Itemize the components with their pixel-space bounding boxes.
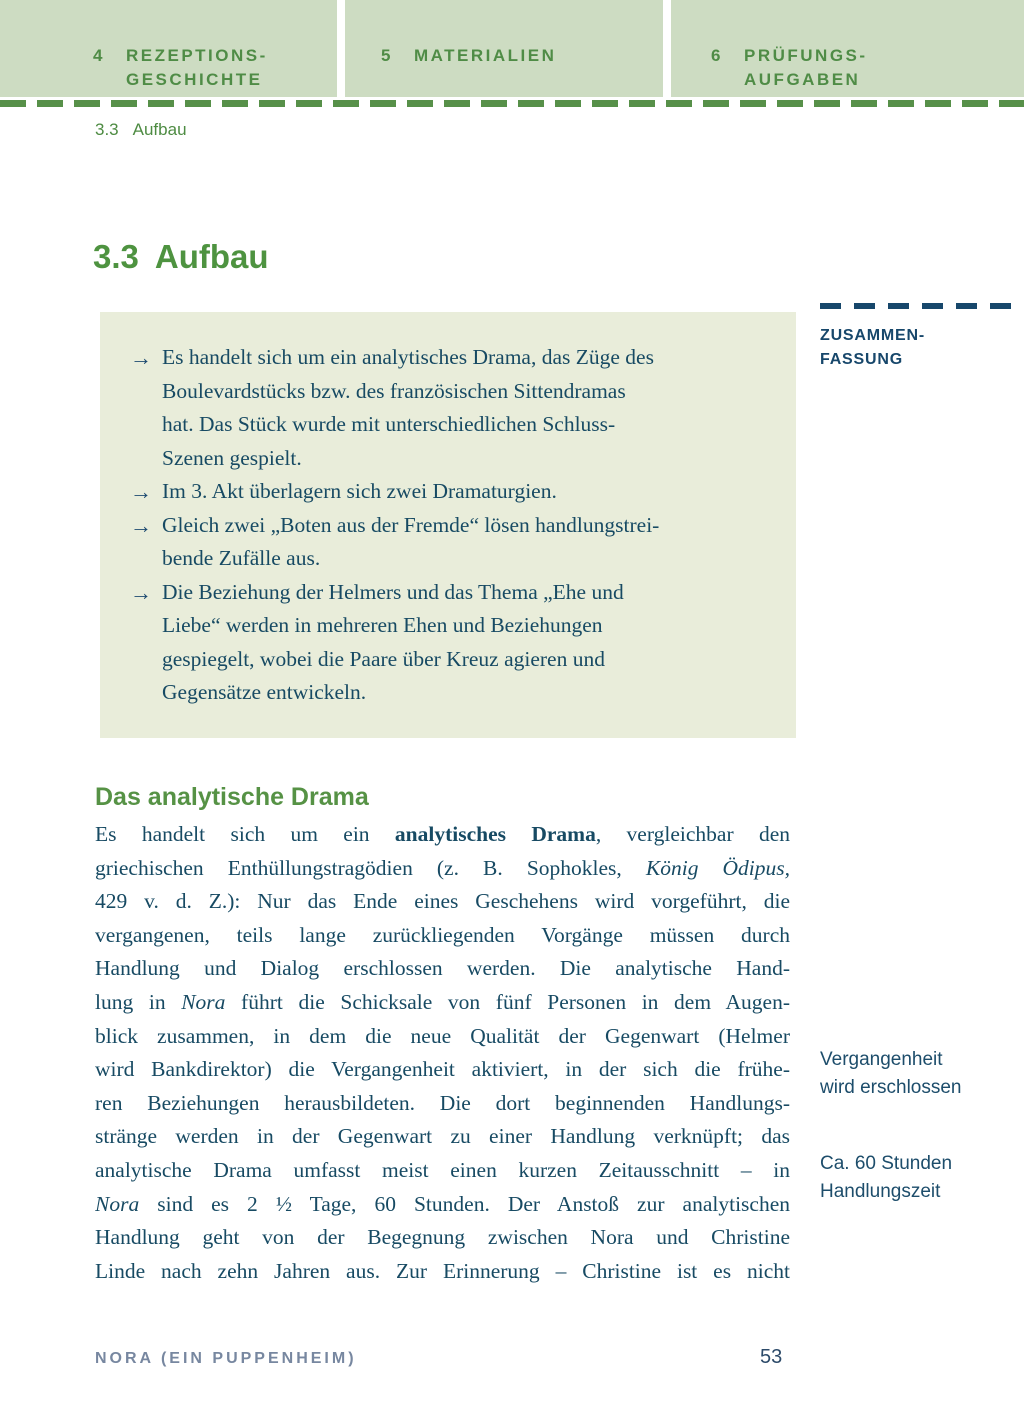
arrow-bullet-icon: → [130,345,152,370]
body-line: ren Beziehungen herausbildeten. Die dort beginnenden Handlungs- [95,1090,790,1115]
arrow-bullet-icon: → [130,512,152,538]
chapter-tab-bar [0,0,1024,97]
margin-note-handlungszeit: Ca. 60 Stunden Handlungszeit [820,1153,953,1202]
arrow-bullet-icon: → [130,579,152,605]
tab-materialien[interactable] [345,0,663,97]
body-line: griechischen Enthüllungstragödien (z. B. Sophokles, König Ödipus, [95,855,790,880]
section-heading: Das analytische Drama [95,783,369,811]
summary-bullet-text: Gleich zwei „Boten aus der Fremde“ lösen handlungstrei- bende Zufälle aus. [162,512,660,570]
margin-note-vergangenheit: Vergangenheit wird erschlossen [820,1049,962,1098]
body-line: lung in Nora führt die Schicksale von fünf Personen in dem Augen- [95,989,790,1014]
page-title-number: 3.3 [93,238,139,275]
tab-number: 5 [381,46,393,65]
arrow-bullet-icon: → [130,479,152,504]
breadcrumb-number: 3.3 [95,120,119,139]
page-title [93,238,269,276]
body-line: vergangenen, teils lange zurückliegenden Vorgänge müssen durch [95,922,790,947]
green-dashed-rule [0,100,1024,107]
summary-bullet [130,475,766,509]
summary-margin-label: ZUSAMMEN- FASSUNG [820,327,925,368]
tab-pruefungsaufgaben[interactable] [671,0,1024,97]
tab-number: 6 [711,46,723,65]
breadcrumb [95,120,187,140]
body-line: stränge werden in der Gegenwart zu einer Handlung verknüpft; das [95,1124,790,1149]
summary-bullet [130,576,766,710]
body-line: Nora sind es 2 ½ Tage, 60 Stunden. Der Anstoß zur analytischen [95,1191,790,1216]
page-title-text: Aufbau [154,238,269,275]
tab-divider [663,0,671,97]
footer-book-title: NORA (EIN PUPPENHEIM) [95,1350,357,1367]
tab-label: MATERIALIEN [414,46,557,65]
tab-divider [337,0,345,97]
body-line: 429 v. d. Z.): Nur das Ende eines Geschehens wird vorgeführt, die [95,889,790,914]
navy-dashed-rule [820,303,1012,309]
tab-label: PRÜFUNGS- AUFGABEN [744,46,868,89]
body-line: Es handelt sich um ein analytisches Drama, vergleichbar den [95,822,790,846]
breadcrumb-label: Aufbau [132,120,187,139]
summary-bullet-text: Die Beziehung der Helmers und das Thema „Ehe und Liebe“ werden in mehreren Ehen und Beziehungen gespiegelt, wobei die Paare über Kreuz agieren und Gegensätze entwickeln. [162,579,624,704]
body-line: Handlung und Dialog erschlossen werden. Die analytische Hand- [95,956,790,981]
body-line: Linde nach zehn Jahren aus. Zur Erinnerung – Christine ist es nicht [95,1258,790,1283]
summary-bullet [130,341,766,475]
body-line: Handlung geht von der Begegnung zwischen Nora und Christine [95,1225,790,1250]
summary-bullet [130,509,766,576]
body-line: blick zusammen, in dem die neue Qualität der Gegenwart (Helmer [95,1023,790,1048]
tab-rezeptionsgeschichte[interactable] [0,0,337,97]
body-line: wird Bankdirektor) die Vergangenheit aktiviert, in der sich die frühe- [95,1057,790,1082]
summary-bullet-text: Im 3. Akt überlagern sich zwei Dramaturgien. [162,479,557,503]
summary-box [100,312,796,738]
body-paragraph [95,818,790,1288]
body-line: analytische Drama umfasst meist einen kurzen Zeitausschnitt – in [95,1157,790,1182]
summary-bullet-text: Es handelt sich um ein analytisches Drama, das Züge des Boulevardstücks bzw. des französischen Sittendramas hat. Das Stück wurde mit unterschiedlichen Schluss- Szenen gespielt. [162,345,654,470]
tab-number: 4 [93,46,105,65]
tab-label: REZEPTIONS- GESCHICHTE [126,46,268,89]
footer-page-number: 53 [760,1346,783,1368]
